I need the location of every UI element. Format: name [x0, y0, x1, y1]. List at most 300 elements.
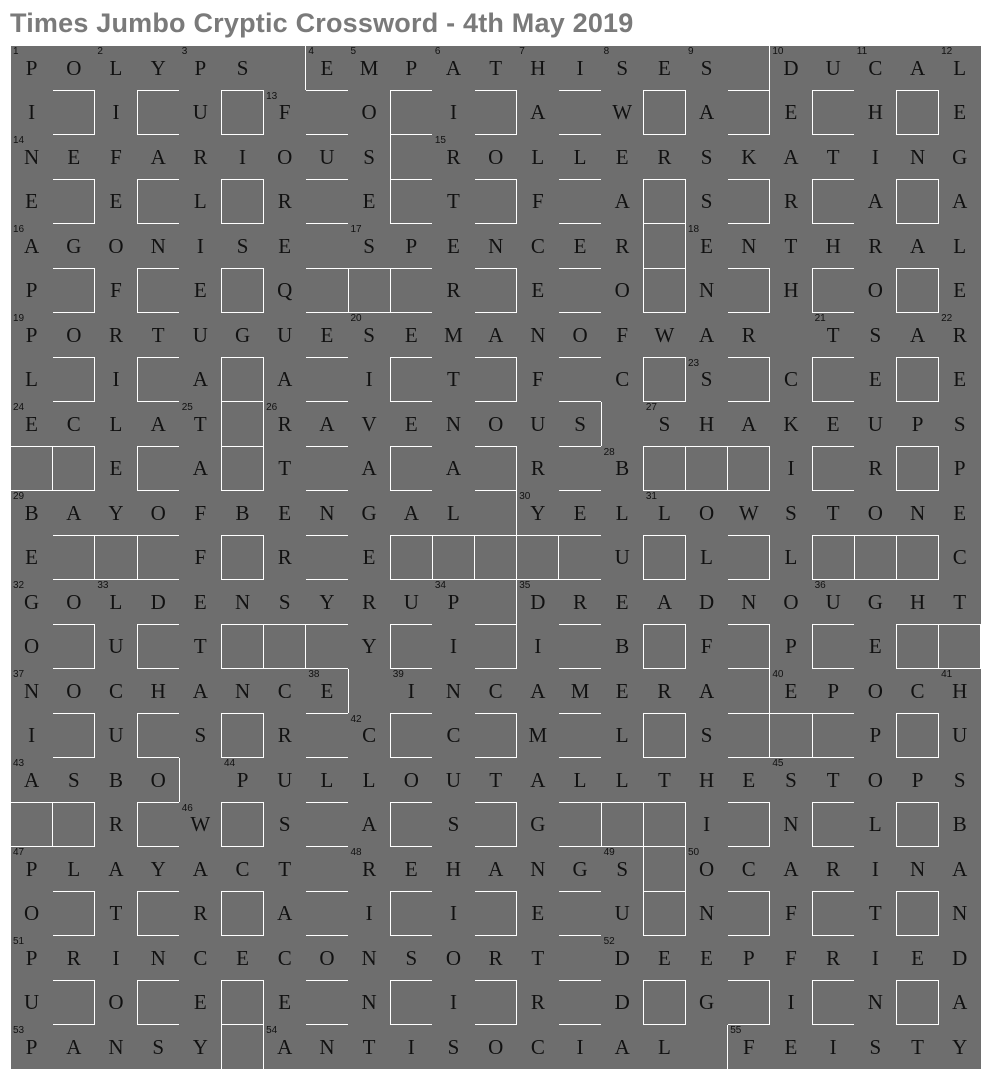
grid-letter-cell[interactable]: [854, 313, 896, 358]
grid-letter-cell[interactable]: [264, 402, 306, 447]
grid-letter-cell[interactable]: [728, 580, 770, 625]
grid-letter-cell[interactable]: [686, 713, 728, 758]
grid-letter-cell[interactable]: [643, 313, 685, 358]
grid-letter-cell[interactable]: [770, 580, 812, 625]
grid-letter-cell[interactable]: [728, 847, 770, 892]
grid-letter-cell[interactable]: [306, 135, 348, 180]
grid-letter-cell[interactable]: [264, 179, 306, 224]
grid-letter-cell[interactable]: [854, 446, 896, 491]
grid-letter-cell[interactable]: [812, 46, 854, 91]
grid-letter-cell[interactable]: [264, 580, 306, 625]
grid-letter-cell[interactable]: [601, 90, 643, 135]
grid-letter-cell[interactable]: [643, 491, 685, 536]
grid-letter-cell[interactable]: [475, 936, 517, 981]
grid-letter-cell[interactable]: [137, 46, 179, 91]
grid-letter-cell[interactable]: [264, 357, 306, 402]
grid-letter-cell[interactable]: [686, 402, 728, 447]
grid-letter-cell[interactable]: [306, 580, 348, 625]
grid-letter-cell[interactable]: [896, 847, 938, 892]
grid-letter-cell[interactable]: [854, 713, 896, 758]
grid-letter-cell[interactable]: [137, 491, 179, 536]
grid-letter-cell[interactable]: [348, 491, 390, 536]
grid-letter-cell[interactable]: [95, 357, 137, 402]
grid-letter-cell[interactable]: [728, 402, 770, 447]
grid-letter-cell[interactable]: [517, 268, 559, 313]
grid-letter-cell[interactable]: [264, 713, 306, 758]
grid-letter-cell[interactable]: [770, 891, 812, 936]
grid-letter-cell[interactable]: [11, 135, 53, 180]
grid-letter-cell[interactable]: [517, 847, 559, 892]
grid-letter-cell[interactable]: [896, 402, 938, 447]
grid-letter-cell[interactable]: [432, 1025, 474, 1070]
grid-letter-cell[interactable]: [179, 802, 221, 847]
grid-letter-cell[interactable]: [812, 402, 854, 447]
grid-letter-cell[interactable]: [179, 980, 221, 1025]
grid-letter-cell[interactable]: [559, 491, 601, 536]
grid-letter-cell[interactable]: [854, 758, 896, 803]
grid-letter-cell[interactable]: [432, 357, 474, 402]
grid-letter-cell[interactable]: [601, 491, 643, 536]
grid-letter-cell[interactable]: [264, 313, 306, 358]
grid-letter-cell[interactable]: [137, 402, 179, 447]
grid-letter-cell[interactable]: [137, 669, 179, 714]
grid-letter-cell[interactable]: [939, 936, 981, 981]
grid-letter-cell[interactable]: [390, 847, 432, 892]
grid-letter-cell[interactable]: [896, 224, 938, 269]
grid-letter-cell[interactable]: [854, 624, 896, 669]
grid-letter-cell[interactable]: [306, 402, 348, 447]
grid-letter-cell[interactable]: [432, 936, 474, 981]
grid-letter-cell[interactable]: [11, 313, 53, 358]
grid-letter-cell[interactable]: [221, 491, 263, 536]
grid-letter-cell[interactable]: [95, 491, 137, 536]
grid-letter-cell[interactable]: [221, 758, 263, 803]
grid-letter-cell[interactable]: [896, 758, 938, 803]
grid-letter-cell[interactable]: [854, 936, 896, 981]
grid-letter-cell[interactable]: [11, 580, 53, 625]
grid-letter-cell[interactable]: [179, 179, 221, 224]
grid-letter-cell[interactable]: [432, 713, 474, 758]
grid-letter-cell[interactable]: [95, 669, 137, 714]
grid-letter-cell[interactable]: [11, 46, 53, 91]
grid-letter-cell[interactable]: [179, 580, 221, 625]
grid-letter-cell[interactable]: [939, 669, 981, 714]
grid-letter-cell[interactable]: [517, 936, 559, 981]
grid-letter-cell[interactable]: [348, 402, 390, 447]
grid-letter-cell[interactable]: [939, 90, 981, 135]
grid-letter-cell[interactable]: [939, 891, 981, 936]
grid-letter-cell[interactable]: [728, 224, 770, 269]
grid-letter-cell[interactable]: [686, 46, 728, 91]
grid-letter-cell[interactable]: [348, 580, 390, 625]
grid-letter-cell[interactable]: [939, 357, 981, 402]
grid-letter-cell[interactable]: [770, 624, 812, 669]
grid-letter-cell[interactable]: [264, 135, 306, 180]
grid-letter-cell[interactable]: [179, 402, 221, 447]
grid-letter-cell[interactable]: [348, 847, 390, 892]
grid-letter-cell[interactable]: [137, 847, 179, 892]
grid-letter-cell[interactable]: [686, 491, 728, 536]
grid-letter-cell[interactable]: [939, 847, 981, 892]
grid-letter-cell[interactable]: [854, 135, 896, 180]
grid-letter-cell[interactable]: [517, 980, 559, 1025]
grid-letter-cell[interactable]: [601, 313, 643, 358]
grid-letter-cell[interactable]: [348, 936, 390, 981]
grid-letter-cell[interactable]: [896, 580, 938, 625]
grid-letter-cell[interactable]: [475, 402, 517, 447]
grid-letter-cell[interactable]: [264, 491, 306, 536]
grid-letter-cell[interactable]: [728, 135, 770, 180]
grid-letter-cell[interactable]: [517, 624, 559, 669]
grid-letter-cell[interactable]: [770, 224, 812, 269]
grid-letter-cell[interactable]: [770, 46, 812, 91]
grid-letter-cell[interactable]: [517, 491, 559, 536]
grid-letter-cell[interactable]: [11, 624, 53, 669]
grid-letter-cell[interactable]: [686, 847, 728, 892]
grid-letter-cell[interactable]: [95, 802, 137, 847]
grid-letter-cell[interactable]: [517, 313, 559, 358]
grid-letter-cell[interactable]: [559, 402, 601, 447]
grid-letter-cell[interactable]: [306, 758, 348, 803]
grid-letter-cell[interactable]: [475, 313, 517, 358]
grid-letter-cell[interactable]: [643, 758, 685, 803]
grid-letter-cell[interactable]: [601, 1025, 643, 1070]
grid-letter-cell[interactable]: [432, 224, 474, 269]
grid-letter-cell[interactable]: [770, 402, 812, 447]
grid-letter-cell[interactable]: [137, 313, 179, 358]
grid-letter-cell[interactable]: [95, 402, 137, 447]
grid-letter-cell[interactable]: [264, 980, 306, 1025]
grid-letter-cell[interactable]: [812, 758, 854, 803]
grid-letter-cell[interactable]: [11, 669, 53, 714]
grid-letter-cell[interactable]: [348, 135, 390, 180]
grid-letter-cell[interactable]: [686, 224, 728, 269]
grid-letter-cell[interactable]: [601, 624, 643, 669]
grid-letter-cell[interactable]: [432, 90, 474, 135]
grid-letter-cell[interactable]: [643, 135, 685, 180]
grid-letter-cell[interactable]: [390, 669, 432, 714]
grid-letter-cell[interactable]: [137, 580, 179, 625]
grid-letter-cell[interactable]: [179, 90, 221, 135]
grid-letter-cell[interactable]: [517, 1025, 559, 1070]
grid-letter-cell[interactable]: [686, 802, 728, 847]
grid-letter-cell[interactable]: [728, 936, 770, 981]
grid-letter-cell[interactable]: [264, 268, 306, 313]
grid-letter-cell[interactable]: [770, 446, 812, 491]
grid-letter-cell[interactable]: [95, 446, 137, 491]
grid-letter-cell[interactable]: [517, 46, 559, 91]
grid-letter-cell[interactable]: [854, 802, 896, 847]
grid-letter-cell[interactable]: [559, 847, 601, 892]
grid-letter-cell[interactable]: [264, 1025, 306, 1070]
grid-letter-cell[interactable]: [348, 980, 390, 1025]
grid-letter-cell[interactable]: [559, 1025, 601, 1070]
grid-letter-cell[interactable]: [53, 224, 95, 269]
grid-letter-cell[interactable]: [221, 224, 263, 269]
grid-letter-cell[interactable]: [221, 580, 263, 625]
grid-letter-cell[interactable]: [896, 491, 938, 536]
grid-letter-cell[interactable]: [517, 446, 559, 491]
grid-letter-cell[interactable]: [432, 980, 474, 1025]
grid-letter-cell[interactable]: [348, 313, 390, 358]
grid-letter-cell[interactable]: [348, 1025, 390, 1070]
grid-letter-cell[interactable]: [559, 669, 601, 714]
grid-letter-cell[interactable]: [939, 758, 981, 803]
grid-letter-cell[interactable]: [432, 802, 474, 847]
grid-letter-cell[interactable]: [686, 936, 728, 981]
grid-letter-cell[interactable]: [686, 313, 728, 358]
grid-letter-cell[interactable]: [179, 313, 221, 358]
grid-letter-cell[interactable]: [348, 90, 390, 135]
grid-letter-cell[interactable]: [812, 1025, 854, 1070]
grid-letter-cell[interactable]: [475, 669, 517, 714]
grid-letter-cell[interactable]: [348, 758, 390, 803]
grid-letter-cell[interactable]: [306, 936, 348, 981]
grid-letter-cell[interactable]: [854, 224, 896, 269]
grid-letter-cell[interactable]: [559, 224, 601, 269]
grid-letter-cell[interactable]: [264, 90, 306, 135]
grid-letter-cell[interactable]: [770, 847, 812, 892]
grid-letter-cell[interactable]: [348, 46, 390, 91]
grid-letter-cell[interactable]: [854, 179, 896, 224]
grid-letter-cell[interactable]: [517, 135, 559, 180]
grid-letter-cell[interactable]: [348, 891, 390, 936]
grid-letter-cell[interactable]: [770, 179, 812, 224]
grid-letter-cell[interactable]: [601, 758, 643, 803]
grid-letter-cell[interactable]: [179, 491, 221, 536]
grid-letter-cell[interactable]: [53, 135, 95, 180]
grid-letter-cell[interactable]: [11, 713, 53, 758]
grid-letter-cell[interactable]: [686, 669, 728, 714]
grid-letter-cell[interactable]: [686, 980, 728, 1025]
grid-letter-cell[interactable]: [306, 669, 348, 714]
grid-letter-cell[interactable]: [11, 179, 53, 224]
grid-letter-cell[interactable]: [221, 847, 263, 892]
grid-letter-cell[interactable]: [432, 402, 474, 447]
grid-letter-cell[interactable]: [939, 224, 981, 269]
grid-letter-cell[interactable]: [939, 713, 981, 758]
grid-letter-cell[interactable]: [264, 936, 306, 981]
grid-letter-cell[interactable]: [939, 179, 981, 224]
grid-letter-cell[interactable]: [53, 313, 95, 358]
grid-letter-cell[interactable]: [601, 713, 643, 758]
grid-letter-cell[interactable]: [390, 758, 432, 803]
grid-letter-cell[interactable]: [686, 580, 728, 625]
grid-letter-cell[interactable]: [264, 891, 306, 936]
grid-letter-cell[interactable]: [264, 669, 306, 714]
grid-letter-cell[interactable]: [939, 135, 981, 180]
grid-letter-cell[interactable]: [812, 224, 854, 269]
grid-letter-cell[interactable]: [475, 1025, 517, 1070]
grid-letter-cell[interactable]: [95, 90, 137, 135]
grid-letter-cell[interactable]: [854, 580, 896, 625]
grid-letter-cell[interactable]: [686, 268, 728, 313]
grid-letter-cell[interactable]: [432, 446, 474, 491]
grid-letter-cell[interactable]: [179, 224, 221, 269]
grid-letter-cell[interactable]: [221, 936, 263, 981]
grid-letter-cell[interactable]: [939, 802, 981, 847]
grid-letter-cell[interactable]: [896, 936, 938, 981]
grid-letter-cell[interactable]: [348, 713, 390, 758]
grid-letter-cell[interactable]: [95, 268, 137, 313]
grid-letter-cell[interactable]: [475, 224, 517, 269]
grid-letter-cell[interactable]: [11, 535, 53, 580]
grid-letter-cell[interactable]: [896, 46, 938, 91]
grid-letter-cell[interactable]: [95, 179, 137, 224]
grid-letter-cell[interactable]: [95, 135, 137, 180]
grid-letter-cell[interactable]: [95, 313, 137, 358]
grid-letter-cell[interactable]: [601, 980, 643, 1025]
grid-letter-cell[interactable]: [896, 669, 938, 714]
grid-letter-cell[interactable]: [432, 624, 474, 669]
grid-letter-cell[interactable]: [517, 179, 559, 224]
grid-letter-cell[interactable]: [686, 535, 728, 580]
grid-letter-cell[interactable]: [53, 847, 95, 892]
grid-letter-cell[interactable]: [559, 580, 601, 625]
grid-letter-cell[interactable]: [601, 669, 643, 714]
grid-letter-cell[interactable]: [939, 980, 981, 1025]
grid-letter-cell[interactable]: [137, 224, 179, 269]
grid-letter-cell[interactable]: [770, 90, 812, 135]
grid-letter-cell[interactable]: [601, 446, 643, 491]
grid-letter-cell[interactable]: [896, 313, 938, 358]
grid-letter-cell[interactable]: [686, 90, 728, 135]
grid-letter-cell[interactable]: [770, 1025, 812, 1070]
grid-letter-cell[interactable]: [432, 491, 474, 536]
grid-letter-cell[interactable]: [601, 357, 643, 402]
grid-letter-cell[interactable]: [53, 491, 95, 536]
grid-letter-cell[interactable]: [179, 713, 221, 758]
grid-letter-cell[interactable]: [559, 758, 601, 803]
grid-letter-cell[interactable]: [812, 669, 854, 714]
grid-letter-cell[interactable]: [390, 313, 432, 358]
grid-letter-cell[interactable]: [643, 936, 685, 981]
grid-letter-cell[interactable]: [601, 847, 643, 892]
grid-letter-cell[interactable]: [728, 491, 770, 536]
grid-letter-cell[interactable]: [517, 758, 559, 803]
grid-letter-cell[interactable]: [179, 624, 221, 669]
grid-letter-cell[interactable]: [306, 46, 348, 91]
grid-letter-cell[interactable]: [95, 224, 137, 269]
grid-letter-cell[interactable]: [390, 402, 432, 447]
grid-letter-cell[interactable]: [179, 357, 221, 402]
grid-letter-cell[interactable]: [95, 624, 137, 669]
grid-letter-cell[interactable]: [643, 580, 685, 625]
grid-letter-cell[interactable]: [854, 402, 896, 447]
grid-letter-cell[interactable]: [432, 891, 474, 936]
grid-letter-cell[interactable]: [348, 624, 390, 669]
grid-letter-cell[interactable]: [812, 491, 854, 536]
grid-letter-cell[interactable]: [517, 669, 559, 714]
grid-letter-cell[interactable]: [11, 847, 53, 892]
grid-letter-cell[interactable]: [53, 46, 95, 91]
grid-letter-cell[interactable]: [390, 224, 432, 269]
grid-letter-cell[interactable]: [812, 847, 854, 892]
grid-letter-cell[interactable]: [770, 135, 812, 180]
grid-letter-cell[interactable]: [179, 535, 221, 580]
grid-letter-cell[interactable]: [601, 580, 643, 625]
grid-letter-cell[interactable]: [770, 669, 812, 714]
grid-letter-cell[interactable]: [601, 936, 643, 981]
grid-letter-cell[interactable]: [179, 268, 221, 313]
grid-letter-cell[interactable]: [517, 402, 559, 447]
grid-letter-cell[interactable]: [770, 491, 812, 536]
grid-letter-cell[interactable]: [601, 268, 643, 313]
grid-letter-cell[interactable]: [432, 313, 474, 358]
grid-letter-cell[interactable]: [53, 580, 95, 625]
grid-letter-cell[interactable]: [517, 90, 559, 135]
grid-letter-cell[interactable]: [854, 669, 896, 714]
grid-letter-cell[interactable]: [601, 135, 643, 180]
grid-letter-cell[interactable]: [812, 580, 854, 625]
grid-letter-cell[interactable]: [896, 1025, 938, 1070]
grid-letter-cell[interactable]: [11, 402, 53, 447]
grid-letter-cell[interactable]: [11, 90, 53, 135]
grid-letter-cell[interactable]: [264, 847, 306, 892]
grid-letter-cell[interactable]: [517, 224, 559, 269]
grid-letter-cell[interactable]: [939, 268, 981, 313]
grid-letter-cell[interactable]: [348, 446, 390, 491]
grid-letter-cell[interactable]: [348, 224, 390, 269]
grid-letter-cell[interactable]: [11, 891, 53, 936]
grid-letter-cell[interactable]: [517, 891, 559, 936]
grid-letter-cell[interactable]: [264, 446, 306, 491]
grid-letter-cell[interactable]: [221, 135, 263, 180]
grid-letter-cell[interactable]: [179, 936, 221, 981]
grid-letter-cell[interactable]: [601, 891, 643, 936]
grid-letter-cell[interactable]: [939, 46, 981, 91]
grid-letter-cell[interactable]: [95, 713, 137, 758]
grid-letter-cell[interactable]: [854, 46, 896, 91]
grid-letter-cell[interactable]: [390, 1025, 432, 1070]
grid-letter-cell[interactable]: [432, 580, 474, 625]
grid-letter-cell[interactable]: [432, 758, 474, 803]
grid-letter-cell[interactable]: [517, 580, 559, 625]
grid-letter-cell[interactable]: [643, 1025, 685, 1070]
grid-letter-cell[interactable]: [686, 135, 728, 180]
grid-letter-cell[interactable]: [179, 46, 221, 91]
grid-letter-cell[interactable]: [95, 580, 137, 625]
grid-letter-cell[interactable]: [179, 847, 221, 892]
grid-letter-cell[interactable]: [939, 580, 981, 625]
grid-letter-cell[interactable]: [390, 580, 432, 625]
grid-letter-cell[interactable]: [559, 135, 601, 180]
grid-letter-cell[interactable]: [643, 402, 685, 447]
grid-letter-cell[interactable]: [475, 847, 517, 892]
grid-letter-cell[interactable]: [95, 46, 137, 91]
grid-letter-cell[interactable]: [601, 224, 643, 269]
grid-letter-cell[interactable]: [854, 891, 896, 936]
grid-letter-cell[interactable]: [95, 936, 137, 981]
grid-letter-cell[interactable]: [812, 936, 854, 981]
grid-letter-cell[interactable]: [601, 535, 643, 580]
grid-letter-cell[interactable]: [686, 758, 728, 803]
grid-letter-cell[interactable]: [137, 1025, 179, 1070]
grid-letter-cell[interactable]: [517, 802, 559, 847]
grid-letter-cell[interactable]: [264, 802, 306, 847]
grid-letter-cell[interactable]: [53, 758, 95, 803]
grid-letter-cell[interactable]: [179, 446, 221, 491]
grid-letter-cell[interactable]: [390, 46, 432, 91]
grid-letter-cell[interactable]: [348, 535, 390, 580]
grid-letter-cell[interactable]: [643, 669, 685, 714]
grid-letter-cell[interactable]: [348, 179, 390, 224]
grid-letter-cell[interactable]: [475, 758, 517, 803]
grid-letter-cell[interactable]: [728, 1025, 770, 1070]
grid-letter-cell[interactable]: [95, 758, 137, 803]
grid-letter-cell[interactable]: [53, 669, 95, 714]
grid-letter-cell[interactable]: [854, 491, 896, 536]
